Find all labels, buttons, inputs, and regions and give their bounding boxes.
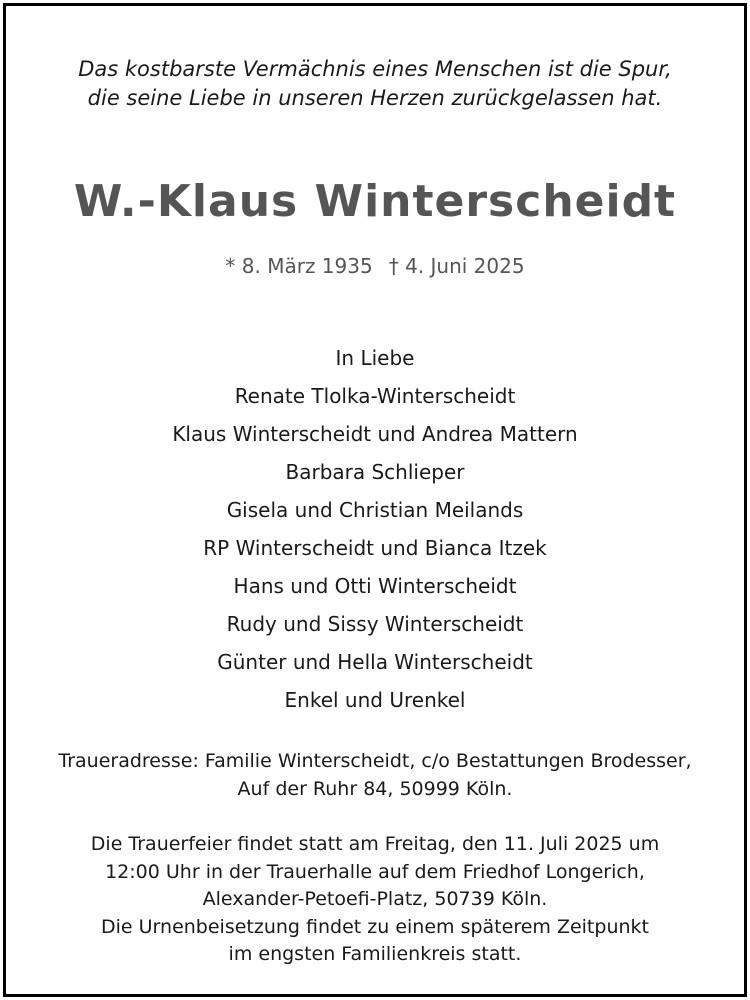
mourner-name: RP Winterscheidt und Bianca Itzek [203, 536, 547, 560]
ceremony-info [0, 831, 750, 969]
mourner-name: Günter und Hella Winterscheidt [217, 650, 533, 674]
mourners-intro: In Liebe [335, 346, 415, 370]
ceremony-line-4: Die Urnenbeisetzung findet zu einem späterem Zeitpunkt [101, 915, 649, 938]
mourners-list [0, 339, 750, 719]
death-date: † 4. Juni 2025 [388, 254, 525, 278]
ceremony-line-3: Alexander-Petoefi-Platz, 50739 Köln. [202, 888, 548, 910]
mourner-name: Rudy und Sissy Winterscheidt [226, 612, 524, 636]
address-line-1: Traueradresse: Familie Winterscheidt, c/o Bestattungen Brodesser, [58, 750, 692, 772]
mourner-name: Renate Tlolka-Winterscheidt [234, 384, 516, 408]
mourner-name: Barbara Schlieper [285, 460, 465, 484]
life-dates [0, 254, 750, 278]
mourner-name: Gisela und Christian Meilands [226, 498, 524, 522]
birth-date: * 8. März 1935 [225, 254, 373, 278]
quote-line-2: die seine Liebe in unseren Herzen zurückgelassen hat. [87, 86, 663, 110]
mourning-address [0, 747, 750, 803]
deceased-name: W.-Klaus Winterscheidt [73, 176, 677, 227]
mourner-name: Enkel und Urenkel [284, 688, 466, 712]
ceremony-line-2: 12:00 Uhr in der Trauerhalle auf dem Friedhof Longerich, [105, 860, 645, 883]
mourner-name: Klaus Winterscheidt und Andrea Mattern [172, 422, 578, 446]
memorial-quote [0, 55, 750, 113]
mourner-name: Hans und Otti Winterscheidt [233, 574, 517, 598]
ceremony-line-1: Die Trauerfeier findet statt am Freitag, den 11. Juli 2025 um [90, 833, 660, 855]
quote-line-1: Das kostbarste Vermächnis eines Menschen ist die Spur, [78, 57, 672, 81]
address-line-2: Auf der Ruhr 84, 50999 Köln. [237, 778, 513, 800]
ceremony-line-5: im engsten Familienkreis statt. [228, 943, 522, 965]
